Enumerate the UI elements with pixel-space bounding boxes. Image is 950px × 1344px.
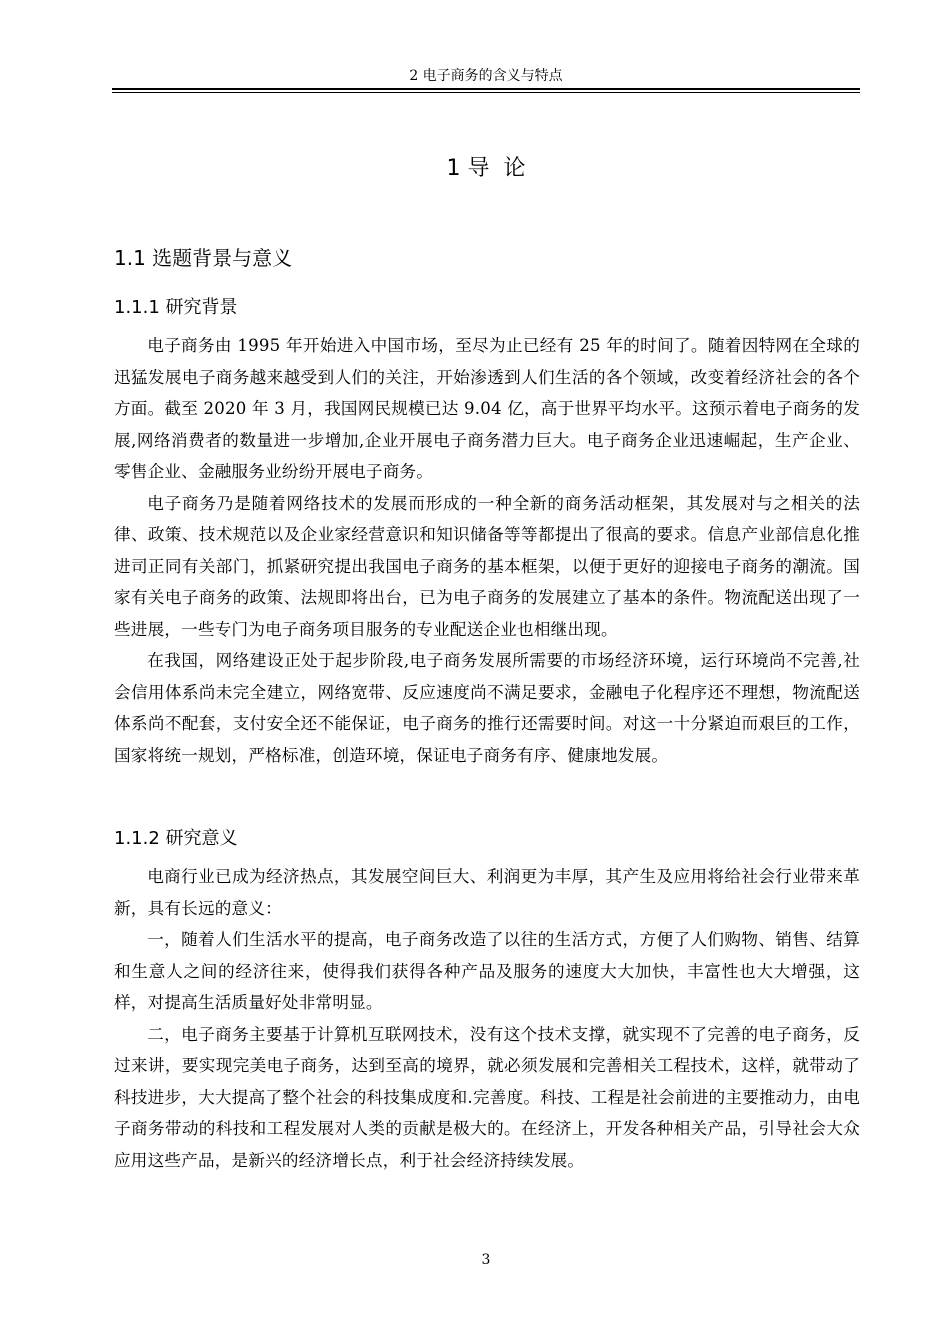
header-rule-thick <box>112 88 860 90</box>
research-significance-body <box>114 861 860 1176</box>
running-header: 2 电子商务的含义与特点 <box>409 68 563 84</box>
paragraph: 电子商务乃是随着网络技术的发展而形成的一种全新的商务活动框架，其发展对与之相关的法律、政策、技术规范以及企业家经营意识和知识储备等等都提出了很高的要求。信息产业部信息化推进司正同有关部门，抓紧研究提出我国电子商务的基本框架，以便于更好的迎接电子商务的潮流。国家有关电子商务的政策、法规即将出台，已为电子商务的发展建立了基本的条件。物流配送出现了一些进展，一些专门为电子商务项目服务的专业配送企业也相继出现。 <box>114 493 860 639</box>
paragraph: 在我国，网络建设正处于起步阶段,电子商务发展所需要的市场经济环境，运行环境尚不完善,社会信用体系尚未完全建立，网络宽带、反应速度尚不满足要求，金融电子化程序还不理想，物流配送体系尚不配套，支付安全还不能保证，电子商务的推行还需要时间。对这一十分紧迫而艰巨的工作，国家将统一规划，严格标准，创造环境，保证电子商务有序、健康地发展。 <box>114 651 860 765</box>
header-rule-thin <box>112 92 860 93</box>
paragraph: 电子商务由 1995 年开始进入中国市场，至尽为止已经有 25 年的时间了。随着因特网在全球的迅猛发展电子商务越来越受到人们的关注，开始渗透到人们生活的各个领域，改变着经济社会的各个方面。截至 2020 年 3 月，我国网民规模已达 9.04 亿，高于世界平均水平。这预示着电子商务的发展,网络消费者的数量进一步增加,企业开展电子商务潜力巨大。电子商务企业迅速崛起，生产企业、零售企业、金融服务业纷纷开展电子商务。 <box>114 336 860 481</box>
paragraph: 二，电子商务主要基于计算机互联网技术，没有这个技术支撑，就实现不了完善的电子商务，反过来讲，要实现完美电子商务，达到至高的境界，就必须发展和完善相关工程技术，这样，就带动了科技进步，大大提高了整个社会的科技集成度和.完善度。科技、工程是社会前进的主要推动力，由电子商务带动的科技和工程发展对人类的贡献是极大的。在经济上，开发各种相关产品，引导社会大众应用这些产品，是新兴的经济增长点，利于社会经济持续发展。 <box>114 1024 860 1170</box>
page-number: 3 <box>481 1252 491 1268</box>
paragraph: 电商行业已成为经济热点，其发展空间巨大、利润更为丰厚，其产生及应用将给社会行业带来革新，具有长远的意义： <box>114 867 860 918</box>
subsection-title-research-background: 1.1.1 研究背景 <box>114 297 238 318</box>
paragraph: 一，随着人们生活水平的提高，电子商务改造了以往的生活方式，方便了人们购物、销售、结算和生意人之间的经济往来，使得我们获得各种产品及服务的速度大大加快，丰富性也大大增强，这样，对提高生活质量好处非常明显。 <box>114 930 860 1012</box>
subsection-title-research-significance: 1.1.2 研究意义 <box>114 828 238 849</box>
research-background-body <box>114 330 860 771</box>
chapter-title: 1 导 论 <box>446 156 526 181</box>
section-title: 1.1 选题背景与意义 <box>114 246 293 270</box>
